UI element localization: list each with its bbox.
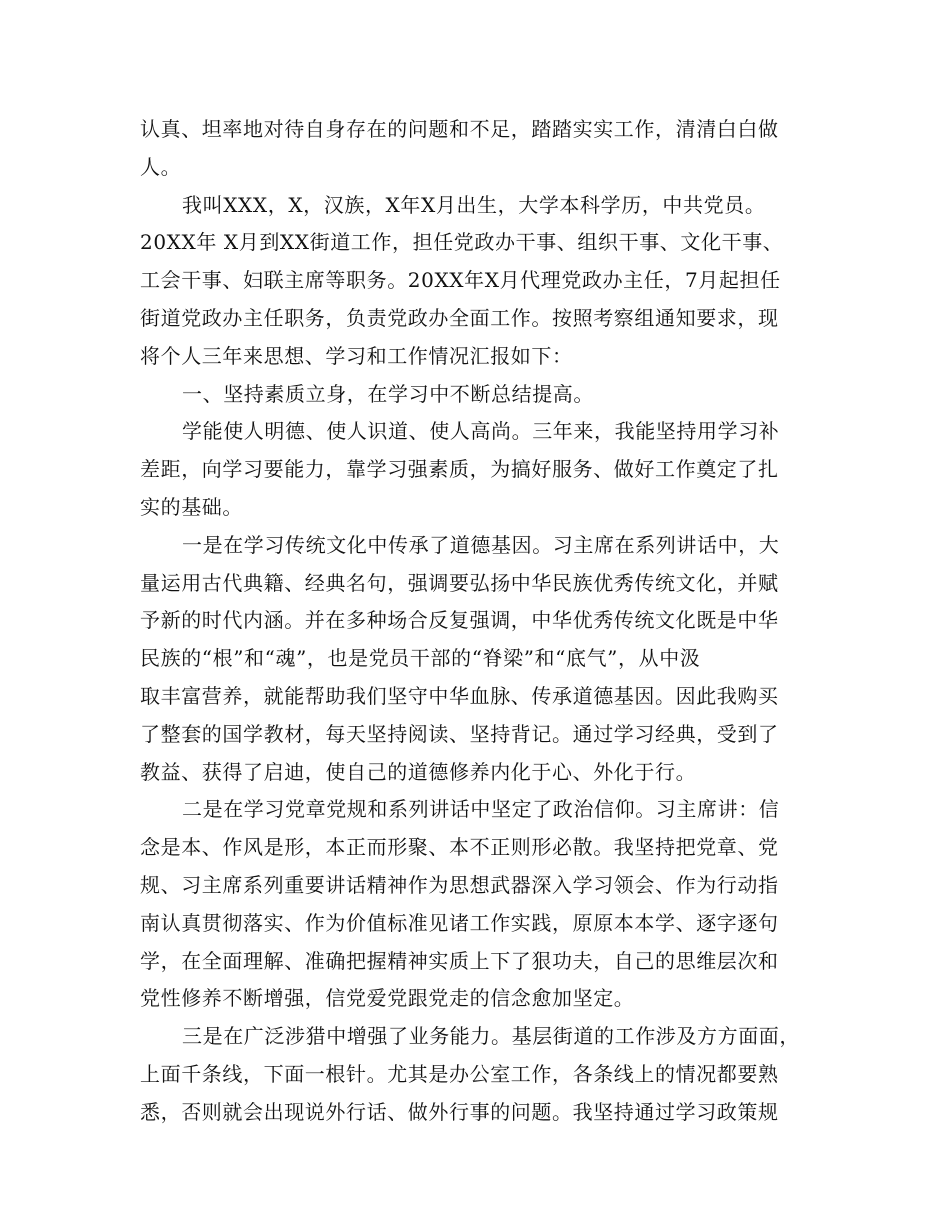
paragraph-first-line: 我叫XXX，X，汉族，X年X月出生，大学本科学历，中共党员。 xyxy=(182,192,766,217)
text-line: 规、习主席系列重要讲话精神作为思想武器深入学习领会、作为行动指 xyxy=(140,872,779,897)
text-line: 予新的时代内涵。并在多种场合反复强调，中华优秀传统文化既是中华 xyxy=(140,608,779,633)
text-line: 南认真贯彻落实、作为价值标准见诸工作实践，原原本本学、逐字逐句 xyxy=(140,910,779,935)
text-line: 人。 xyxy=(140,154,182,179)
text-line: 学，在全面理解、准确把握精神实质上下了狠功夫，自己的思维层次和 xyxy=(140,948,779,973)
text-line: 了整套的国学教材，每天坚持阅读、坚持背记。通过学习经典，受到了 xyxy=(140,721,779,746)
text-line: 差距，向学习要能力，靠学习强素质，为搞好服务、做好工作奠定了扎 xyxy=(140,457,779,482)
paragraph-first-line: 学能使人明德、使人识道、使人高尚。三年来，我能坚持用学习补 xyxy=(182,419,780,444)
text-line: 取丰富营养，就能帮助我们坚守中华血脉、传承道德基因。因此我购买 xyxy=(140,683,779,708)
text-line: 教益、获得了启迪，使自己的道德修养内化于心、外化于行。 xyxy=(140,759,697,784)
text-line: 20XX年 X月到XX街道工作，担任党政办干事、组织干事、文化干事、 xyxy=(140,230,784,255)
text-line: 民族的“根”和“魂”，也是党员干部的“脊梁”和“底气”，从中汲 xyxy=(140,646,701,671)
text-line: 上面千条线，下面一根针。尤其是办公室工作，各条线上的情况都要熟 xyxy=(140,1061,779,1086)
text-line: 量运用古代典籍、经典名句，强调要弘扬中华民族优秀传统文化，并赋 xyxy=(140,570,779,595)
document-body xyxy=(140,111,830,1132)
paragraph-first-line: 二是在学习党章党规和系列讲话中坚定了政治信仰。习主席讲：信 xyxy=(182,797,780,822)
text-line: 实的基础。 xyxy=(140,494,243,519)
text-line: 认真、坦率地对待自身存在的问题和不足，踏踏实实工作，清清白白做 xyxy=(140,117,779,141)
text-line: 工会干事、妇联主席等职务。20XX年X月代理党政办主任，7月起担任 xyxy=(140,268,781,293)
paragraph-first-line: 一、坚持素质立身，在学习中不断总结提高。 xyxy=(182,381,594,406)
text-line: 党性修养不断增强，信党爱党跟党走的信念愈加坚定。 xyxy=(140,986,635,1011)
paragraph-first-line: 一是在学习传统文化中传承了道德基因。习主席在系列讲话中，大 xyxy=(182,532,780,557)
text-line: 念是本、作风是形，本正而形聚、本不正则形必散。我坚持把党章、党 xyxy=(140,835,779,860)
text-line: 将个人三年来思想、学习和工作情况汇报如下： xyxy=(140,343,573,368)
text-line: 悉，否则就会出现说外行话、做外行事的问题。我坚持通过学习政策规 xyxy=(140,1099,779,1124)
text-line: 街道党政办主任职务，负责党政办全面工作。按照考察组通知要求，现 xyxy=(140,305,779,330)
paragraph-first-line: 三是在广泛涉猎中增强了业务能力。基层街道的工作涉及方方面面， xyxy=(182,1024,800,1049)
